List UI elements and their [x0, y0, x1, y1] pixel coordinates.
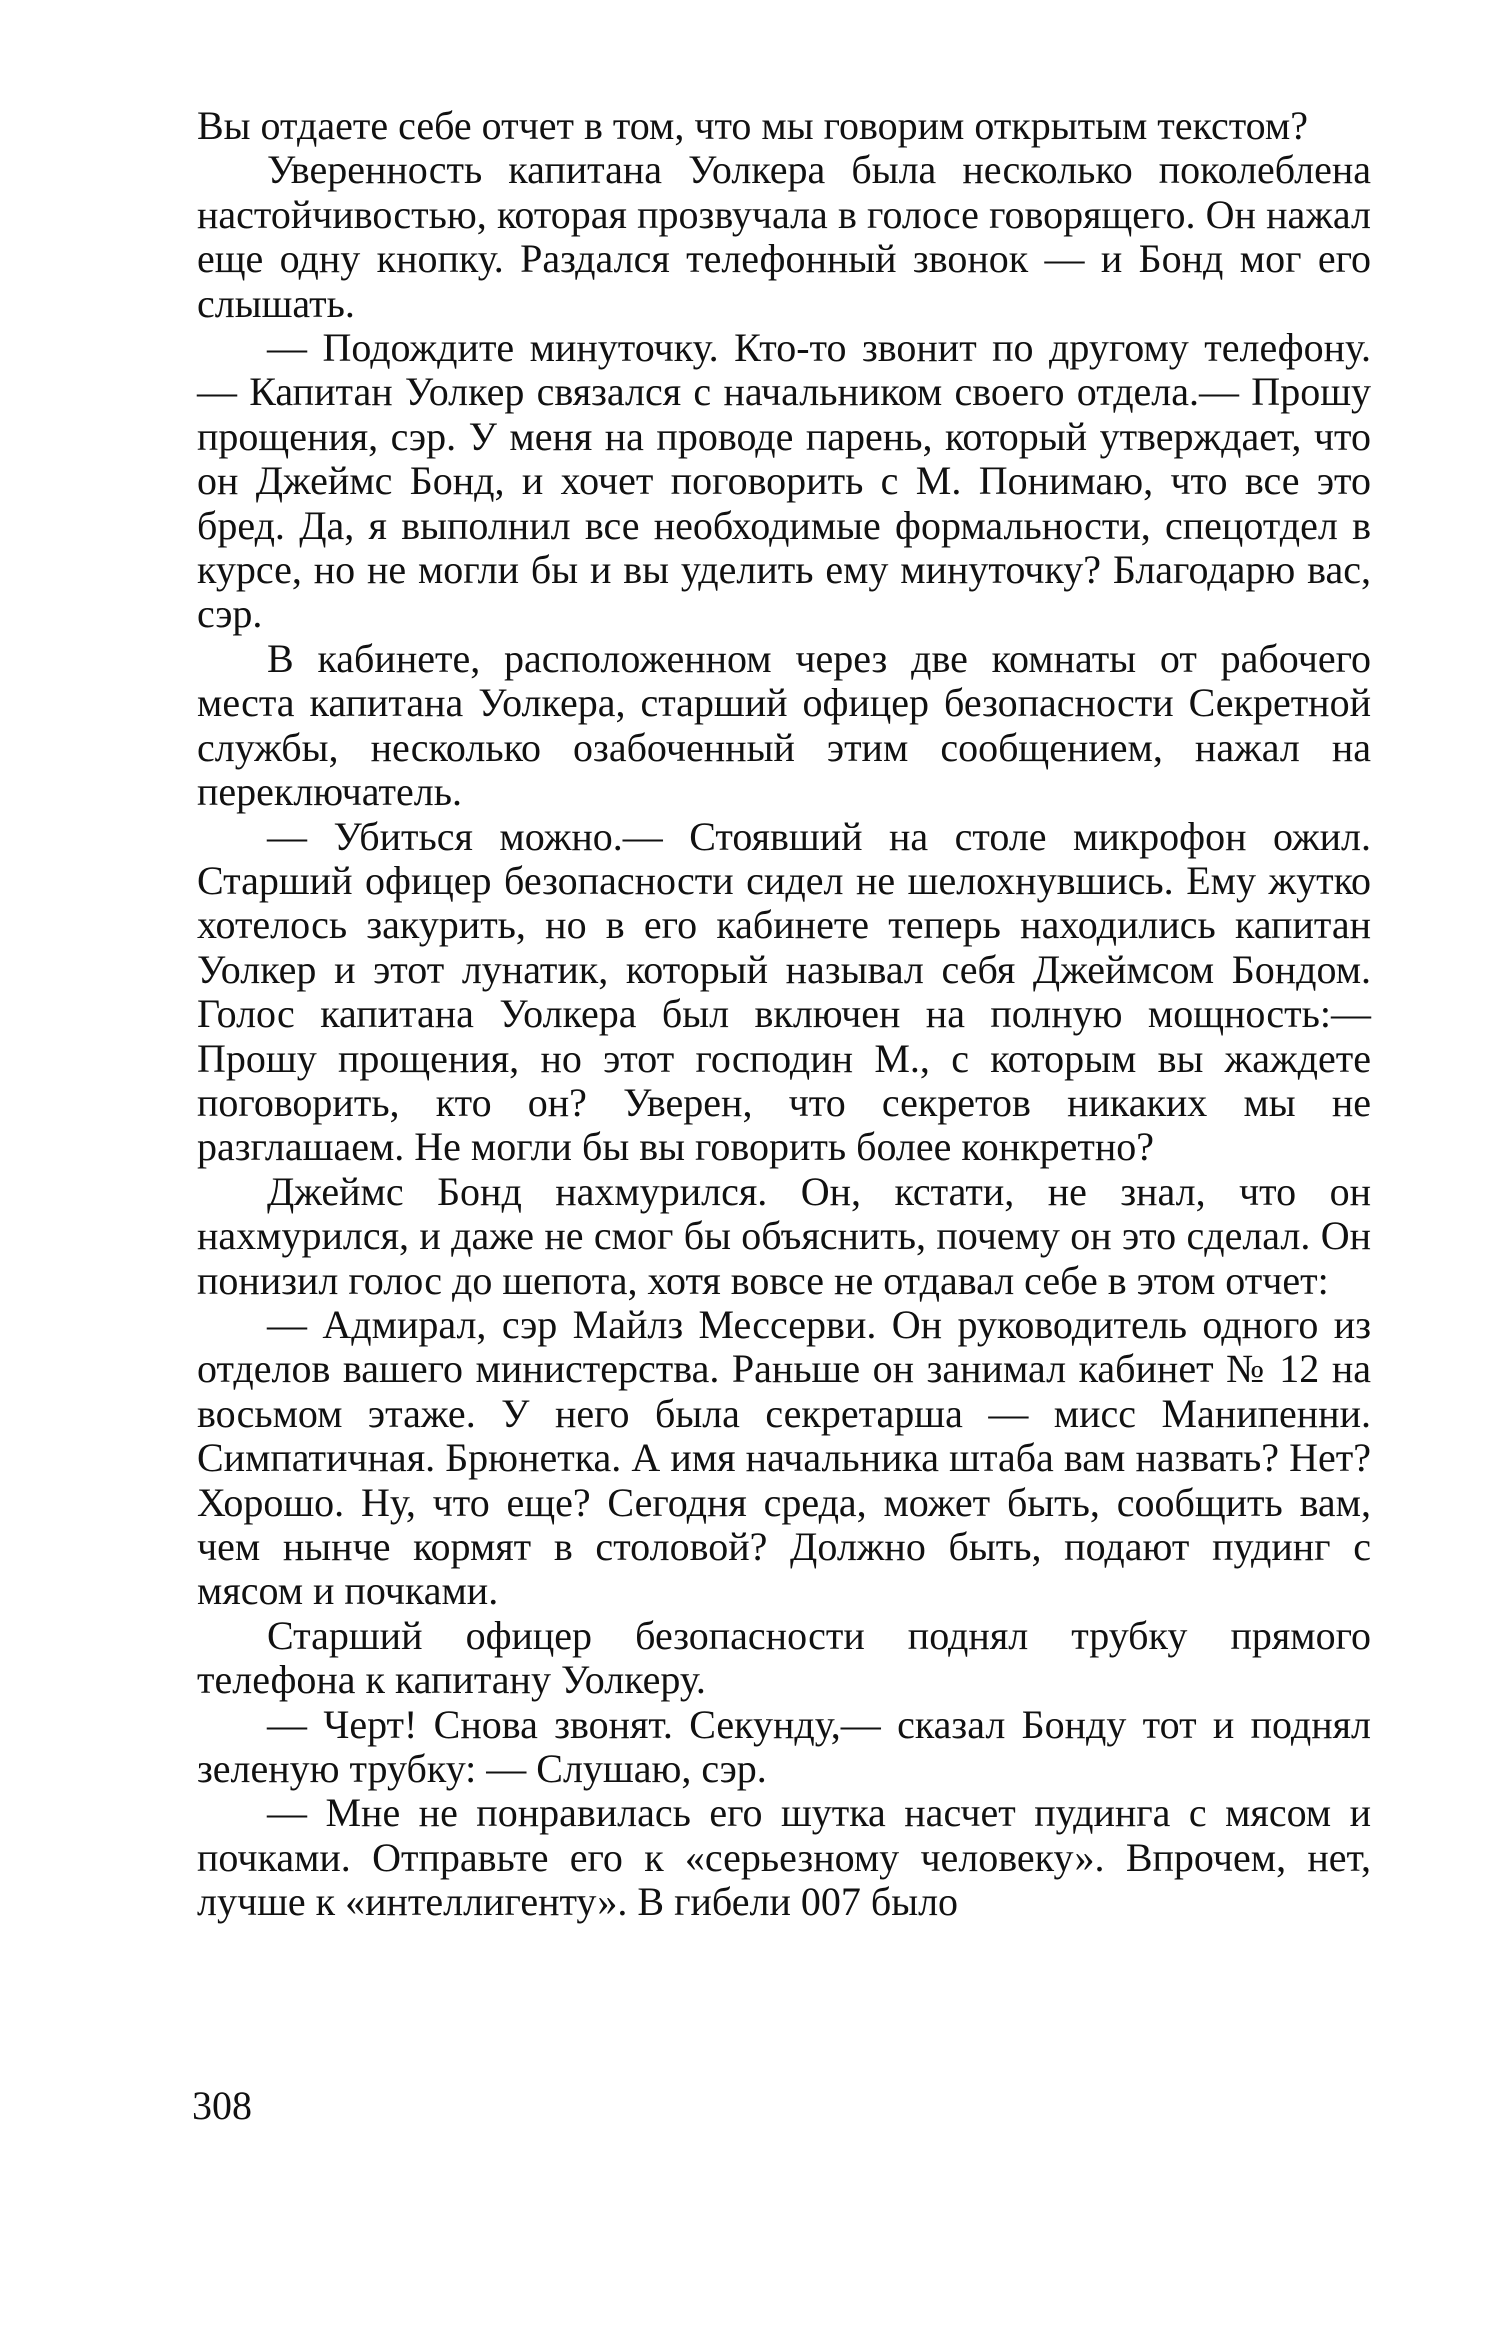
paragraph-5: — Убиться можно.— Стоявший на столе микрофон ожил. Старший офицер безопасности сидел не шелохнувшись. Ему жутко хотелось закурить, но в его кабинете теперь находились капитан Уолкер и этот лунатик, который называл себя Джеймсом Бондом. Голос капитана Уолкера был включен на полную мощность:— Прошу прощения, но этот господин М., с которым вы жаждете поговорить, кто он? Уверен, что секретов никаких мы не разглашаем. Не могли бы вы говорить более конкретно?	[197, 813, 1371, 1170]
page-number: 308	[192, 2083, 252, 2128]
paragraph-7: — Адмирал, сэр Майлз Мессерви. Он руководитель одного из отделов вашего министерства. Раньше он занимал кабинет № 12 на восьмом этаже. У него была секретарша — мисс Манипенни. Симпатичная. Брюнетка. А имя начальника штаба вам назвать? Нет? Хорошо. Ну, что еще? Сегодня среда, может быть, сообщить вам, чем нынче кормят в столовой? Должно быть, подают пудинг с мясом и почками.	[197, 1301, 1371, 1614]
paragraph-9: — Черт! Снова звонят. Секунду,— сказал Бонду тот и поднял зеленую трубку: — Слушаю, сэр.	[197, 1701, 1371, 1792]
paragraph-2: Уверенность капитана Уолкера была несколько поколеблена настойчивостью, которая прозвучала в голосе говорящего. Он нажал еще одну кнопку. Раздался телефонный звонок — и Бонд мог его слышать.	[197, 147, 1371, 326]
paragraph-8: Старший офицер безопасности поднял трубку прямого телефона к капитану Уолкеру.	[197, 1612, 1371, 1703]
page-text	[197, 104, 1371, 1925]
paragraph-6: Джеймс Бонд нахмурился. Он, кстати, не знал, что он нахмурился, и даже не смог бы объяснить, почему он это сделал. Он понизил голос до шепота, хотя вовсе не отдавал себе в этом отчет:	[197, 1168, 1371, 1303]
paragraph-3: — Подождите минуточку. Кто-то звонит по другому телефону.— Капитан Уолкер связался с начальником своего отдела.— Прошу прощения, сэр. У меня на проводе парень, который утверждает, что он Джеймс Бонд, и хочет поговорить с М. Понимаю, что все это бред. Да, я выполнил все необходимые формальности, спецотдел в курсе, но не могли бы и вы уделить ему минуточку? Благодарю вас, сэр.	[197, 325, 1371, 637]
paragraph-4: В кабинете, расположенном через две комнаты от рабочего места капитана Уолкера, старший офицер безопасности Секретной службы, несколько озабоченный этим сообщением, нажал на переключатель.	[197, 635, 1371, 815]
paragraph-10: — Мне не понравилась его шутка насчет пудинга с мясом и почками. Отправьте его к «серьезному человеку». Впрочем, нет, лучше к «интеллигенту». В гибели 007 было	[197, 1790, 1371, 1925]
paragraph-1: Вы отдаете себе отчет в том, что мы говорим открытым текстом?	[197, 103, 1308, 148]
